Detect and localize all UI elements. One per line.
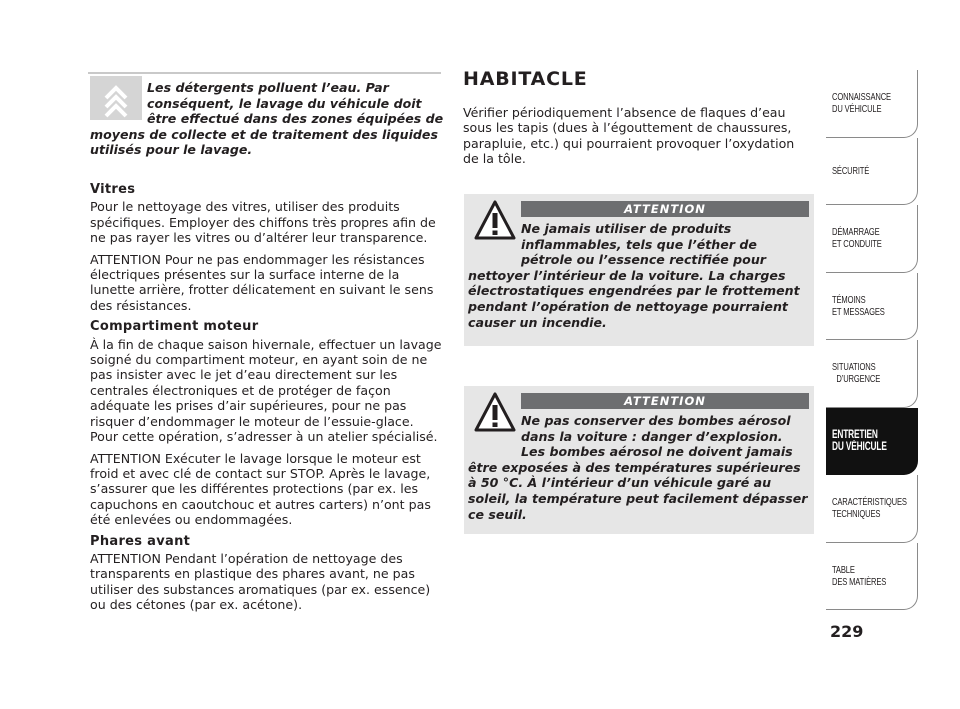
- moteur-heading: Compartiment moteur: [90, 319, 259, 335]
- chapter-tabs: [826, 70, 918, 610]
- warning-box-1: [464, 194, 814, 346]
- moteur-attention: ATTENTION Exécuter le lavage lorsque le moteur est froid et avec clé de contact sur STOP. Après le lavage, s’assurer que les différentes protections (par ex. les capuchons en caoutchouc et autres carters) n’ont pas été enlevées ou endommagées.: [90, 450, 431, 528]
- warning-label: ATTENTION: [521, 393, 809, 409]
- tab-table[interactable]: TABLE DES MATIÈRES: [826, 543, 918, 611]
- phares-attention: ATTENTION Pendant l’opération de nettoyage des transparents en plastique des phares avant, ne pas utiliser des substances aromatiques (par ex. essence) ou des cétones (par ex. acétone).: [90, 550, 431, 613]
- tab-connaissance[interactable]: CONNAISSANCE DU VÉHICULE: [826, 70, 918, 138]
- section-intro: Vérifier périodiquement l’absence de flaques d’eau sous les tapis (dues à l’égouttement de chaussures, parapluie, etc.) qui pourraient provoquer l’oxydation de la tôle.: [463, 105, 795, 167]
- environment-note: Les détergents polluent l’eau. Par conséquent, le lavage du véhicule doit être effectué dans des zones équipées de moyens de collecte et de traitement des liquides utilisés pour le lavage.: [90, 80, 444, 158]
- moteur-text: À la fin de chaque saison hivernale, effectuer un lavage soigné du compartiment moteur, en ayant soin de ne pas insister avec le jet d’eau directement sur les centrales électroniques et de protéger de façon adéquate les prises d’air supérieures, pour ne pas risquer d’endommager le moteur de l’essuie-glace. Pour cette opération, s’adresser à un atelier spécialisé.: [90, 336, 442, 445]
- tab-situations[interactable]: SITUATIONS D’URGENCE: [826, 340, 918, 408]
- section-title: HABITACLE: [463, 68, 588, 90]
- warning-text: Ne pas conserver des bombes aérosol dans la voiture : danger d’explosion. Les bombes aérosol ne doivent jamais être exposées à des températures supérieures à 50 °C. À l’intérieur d’un véhicule garé au soleil, la température peut facilement dépasser ce seuil.: [468, 413, 808, 522]
- warning-label: ATTENTION: [521, 201, 809, 217]
- tab-entretien-active[interactable]: ENTRETIEN DU VÉHICULE: [826, 408, 918, 476]
- tab-securite[interactable]: SÉCURITÉ: [826, 138, 918, 206]
- page-number: 229: [830, 622, 864, 641]
- tab-caracteristiques[interactable]: CARACTÉRISTIQUES TECHNIQUES: [826, 475, 918, 543]
- tab-demarrage[interactable]: DÉMARRAGE ET CONDUITE: [826, 205, 918, 273]
- vitres-heading: Vitres: [90, 182, 136, 197]
- warning-text: Ne jamais utiliser de produits inflammables, tels que l’éther de pétrole ou l’essence rectifiée pour nettoyer l’intérieur de la voiture. La charges électrostatiques engendrées par le frottement pendant l’opération de nettoyage pourraient causer un incendie.: [468, 221, 800, 330]
- warning-box-2: [464, 386, 814, 534]
- phares-heading: Phares avant: [90, 533, 191, 549]
- vitres-attention: ATTENTION Pour ne pas endommager les résistances électriques présentes sur la surface interne de la lunette arrière, frotter délicatement en suivant le sens des résistances.: [90, 251, 434, 313]
- left-column: [90, 182, 445, 619]
- tab-temoins[interactable]: TÉMOINS ET MESSAGES: [826, 273, 918, 341]
- environment-divider: [88, 72, 441, 74]
- vitres-text: Pour le nettoyage des vitres, utiliser des produits spécifiques. Employer des chiffons très propres afin de ne pas rayer les vitres ou d’altérer leur transparence.: [90, 199, 436, 246]
